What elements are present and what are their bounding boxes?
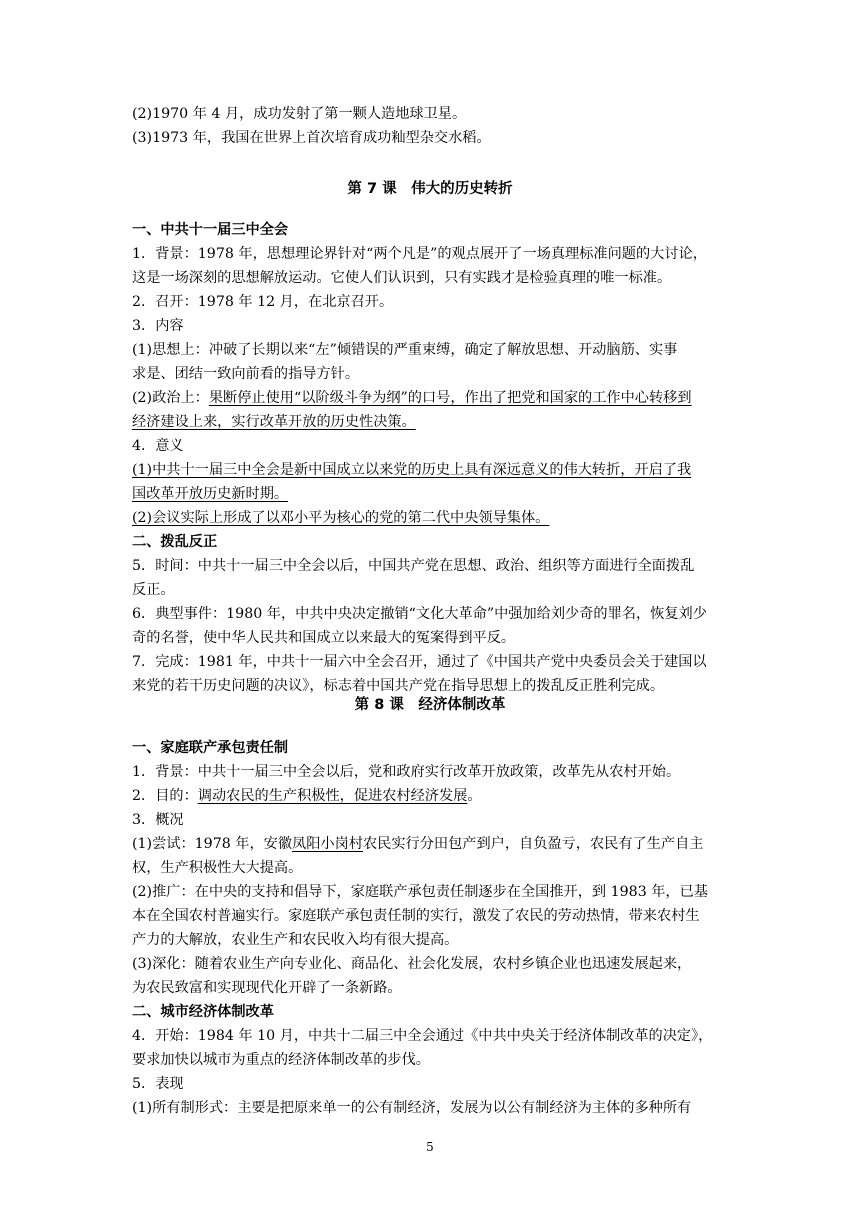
text-line: 5．表现 (132, 1076, 184, 1092)
text-line: (3)深化：随着农业生产向专业化、商品化、社会化发展，农村乡镇企业也迅速发展起来， (132, 956, 692, 972)
text-span: 2．目的： (132, 788, 198, 804)
underlined-text: (1)中共十一届三中全会是新中国成立以来党的历史上具有深远意义的伟大转折，开启了我 (132, 462, 692, 478)
text-line: 4．意义 (132, 438, 184, 454)
section-heading: 二、拨乱反正 (132, 534, 218, 550)
text-line: 产力的大解放，农业生产和农民收入均有很大提高。 (132, 932, 459, 948)
text-line: 这是一场深刻的思想解放运动。它使人们认识到，只有实践才是检验真理的唯一标准。 (132, 270, 672, 286)
text-line: 本在全国农村普遍实行。家庭联产承包责任制的实行，激发了农民的劳动热情，带来农村生 (132, 908, 700, 924)
text-line: 3．内容 (132, 318, 184, 334)
text-line (132, 786, 732, 806)
underlined-text: 经济建设上来，实行改革开放的历史性决策。 (132, 414, 416, 430)
text-line: 2．召开：1978 年 12 月，在北京召开。 (132, 294, 394, 310)
text-line: 1．背景：中共十一届三中全会以后，党和政府实行改革开放政策，改革先从农村开始。 (132, 764, 681, 780)
text-line: 求是、团结一致向前看的指导方针。 (132, 366, 360, 382)
text-line: 5．时间：中共十一届三中全会以后，中国共产党在思想、政治、组织等方面进行全面拨乱 (132, 558, 695, 574)
underlined-text: 国改革开放历史新时期。 (132, 486, 289, 502)
section-heading: 二、城市经济体制改革 (132, 1004, 274, 1020)
text-line: (1)所有制形式：主要是把原来单一的公有制经济，发展为以公有制经济为主体的多种所有 (132, 1100, 692, 1116)
text-span: (2)政治上： (132, 390, 209, 406)
underlined-text: 凤阳小岗村 (292, 836, 363, 852)
section-heading: 一、家庭联产承包责任制 (132, 740, 289, 756)
text-span: (1)尝试：1978 年，安徽 (132, 836, 293, 852)
underlined-text: 果断停止使用“以阶级斗争为纲”的口号，作出了把党和国家的工作中心转移到 (208, 390, 692, 406)
text-line: (1)思想上：冲破了长期以来“左”倾错误的严重束缚，确定了解放思想、开动脑筋、实事 (132, 342, 678, 358)
text-line (132, 388, 732, 408)
text-line: 奇的名誉，使中华人民共和国成立以来最大的冤案得到平反。 (132, 630, 516, 646)
text-line (132, 834, 732, 854)
text-line: 来党的若干历史问题的决议》，标志着中国共产党在指导思想上的拨乱反正胜利完成。 (132, 678, 665, 694)
text-line: (3)1973 年，我国在世界上首次培育成功籼型杂交水稻。 (132, 130, 491, 146)
underlined-text: 调动农民的生产积极性，促进农村经济发展 (197, 788, 468, 804)
text-line: 7．完成：1981 年，中共十一届六中全会召开，通过了《中国共产党中央委员会关于建国以 (132, 654, 707, 670)
text-span: 农民实行分田包产到户，自负盈亏，农民有了生产自主 (362, 836, 704, 852)
text-line: 权，生产积极性大大提高。 (132, 860, 303, 876)
text-line: 要求加快以城市为重点的经济体制改革的步伐。 (132, 1052, 430, 1068)
page-number: 5 (426, 1140, 434, 1154)
section-heading: 一、中共十一届三中全会 (132, 222, 289, 238)
text-line: (2)推广：在中央的支持和倡导下，家庭联产承包责任制逐步在全国推开，到 1983 年，已基 (132, 884, 708, 900)
text-line: 1．背景：1978 年，思想理论界针对“两个凡是”的观点展开了一场真理标准问题的大讨论， (132, 246, 707, 262)
text-line: (2)1970 年 4 月，成功发射了第一颗人造地球卫星。 (132, 106, 467, 122)
text-line: 6．典型事件：1980 年，中共中央决定撤销“文化大革命”中强加给刘少奇的罪名，恢复刘少 (132, 606, 707, 622)
text-line: 3．概况 (132, 812, 184, 828)
lesson-title: 第 7 课 伟大的历史转折 (347, 181, 513, 197)
underlined-text: (2)会议实际上形成了以邓小平为核心的党的第二代中央领导集体。 (132, 510, 550, 526)
lesson-title: 第 8 课 经济体制改革 (354, 697, 506, 713)
text-line: 4．开始：1984 年 10 月，中共十二届三中全会通过《中共中央关于经济体制改革的决定》， (132, 1028, 713, 1044)
text-line: 为农民致富和实现现代化开辟了一条新路。 (132, 980, 402, 996)
text-line: 反正。 (132, 582, 175, 598)
text-span: 。 (467, 788, 482, 804)
